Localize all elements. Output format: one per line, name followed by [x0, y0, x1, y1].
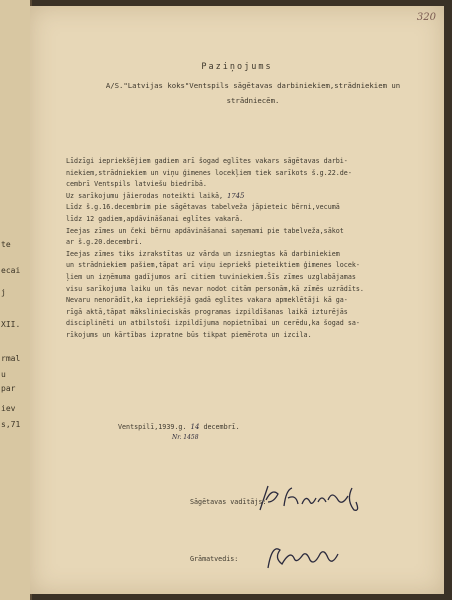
- date-place-year: Ventspilī,1939.g.: [118, 423, 187, 431]
- body-line: Ieejas zīmes un čeki bērnu apdāvināšanai saņemami pie tabelveža,sākot: [66, 226, 344, 235]
- body-line: un strādniekiem pašiem,tāpat arī viņu iepriekš pieteiktiem ģimenes locek-: [66, 261, 360, 270]
- body-line: Līdzīgi iepriekšējiem gadiem arī šogad eglītes vakars sāgētavas darbi-: [66, 157, 348, 165]
- body-line: cembrī Ventspils latviešu biedrībā.: [66, 180, 207, 189]
- body-line-time: [66, 191, 430, 203]
- document-subtitle: A/S."Latvijas koks"Ventspils sāgētavas darbiniekiem,strādniekiem un strādniecēm.: [105, 81, 401, 105]
- document-page: [30, 6, 444, 594]
- body-line: ar š.g.20.decembri.: [66, 238, 143, 247]
- date-line: [118, 423, 240, 431]
- adjacent-page-fragment: j: [1, 288, 6, 297]
- body-line: līdz 12 gadiem,apdāvināšanai eglītes vakarā.: [66, 214, 244, 223]
- signature-label-manager: Sāgētavas vadītājs:: [190, 498, 267, 506]
- document-body: [66, 156, 430, 342]
- adjacent-page-fragment: s,71: [1, 420, 21, 429]
- date-month: decembrī.: [203, 423, 240, 431]
- adjacent-page-fragment: rmal: [1, 354, 21, 363]
- folio-number: 320: [416, 12, 436, 23]
- body-line: disciplinēti un atbilstoši izpildījuma nopietnībai un cerēdu,ka šogad sa-: [66, 319, 360, 328]
- handwritten-time-minutes: 45: [235, 191, 245, 200]
- body-line: rīkojums un kārtības izpratne būs tikpat piemērota un izcila.: [66, 330, 312, 339]
- body-line: Nevaru nenorādīt,ka iepriekšējā gadā eglītes vakara apmeklētāji kā ga-: [66, 296, 348, 305]
- handwritten-day: 14: [190, 423, 200, 431]
- body-line: ļiem un izņēmuma gadījumos arī citiem tuviniekiem.Šīs zīmes uzglabājamas: [66, 272, 356, 281]
- manager-signature-icon: [256, 480, 376, 516]
- body-line: Līdz š.g.16.decembrim pie sāgētavas tabelveža jāpieteic bērni,vecumā: [66, 203, 340, 212]
- body-line: visu sarīkojuma laiku un tās nevar nodot citām personām,kā zīmēs uzrādīts.: [66, 284, 364, 293]
- body-line: Ieejas zīmes tiks izrakstītas uz vārda un izsniegtas kā darbiniekiem: [66, 249, 340, 258]
- document-title: Paziņojums: [201, 62, 273, 72]
- signature-label-accountant: Grāmatvedis:: [190, 555, 239, 563]
- adjacent-page-fragment: te: [1, 240, 11, 249]
- handwritten-registration-number: Nr. 1458: [172, 434, 199, 441]
- adjacent-page-fragment: u: [1, 370, 6, 379]
- handwritten-time: 17: [227, 191, 236, 200]
- body-line: niekiem,strādniekiem un viņu ģimenes locekļiem tiek sarīkots š.g.22.de-: [66, 168, 352, 177]
- adjacent-page-fragment: iev: [1, 404, 16, 413]
- body-line-text: Uz sarīkojumu jāierodas noteikti laikā,: [66, 191, 224, 200]
- body-line: rīgā aktā,tāpat mākslinieciskās programas izpildīšanas laikā izturējās: [66, 307, 348, 316]
- adjacent-page-edge: [0, 0, 32, 600]
- adjacent-page-fragment: par: [1, 384, 16, 393]
- adjacent-page-fragment: XII.: [1, 320, 21, 329]
- adjacent-page-fragment: ecai: [1, 266, 21, 275]
- accountant-signature-icon: [262, 540, 342, 572]
